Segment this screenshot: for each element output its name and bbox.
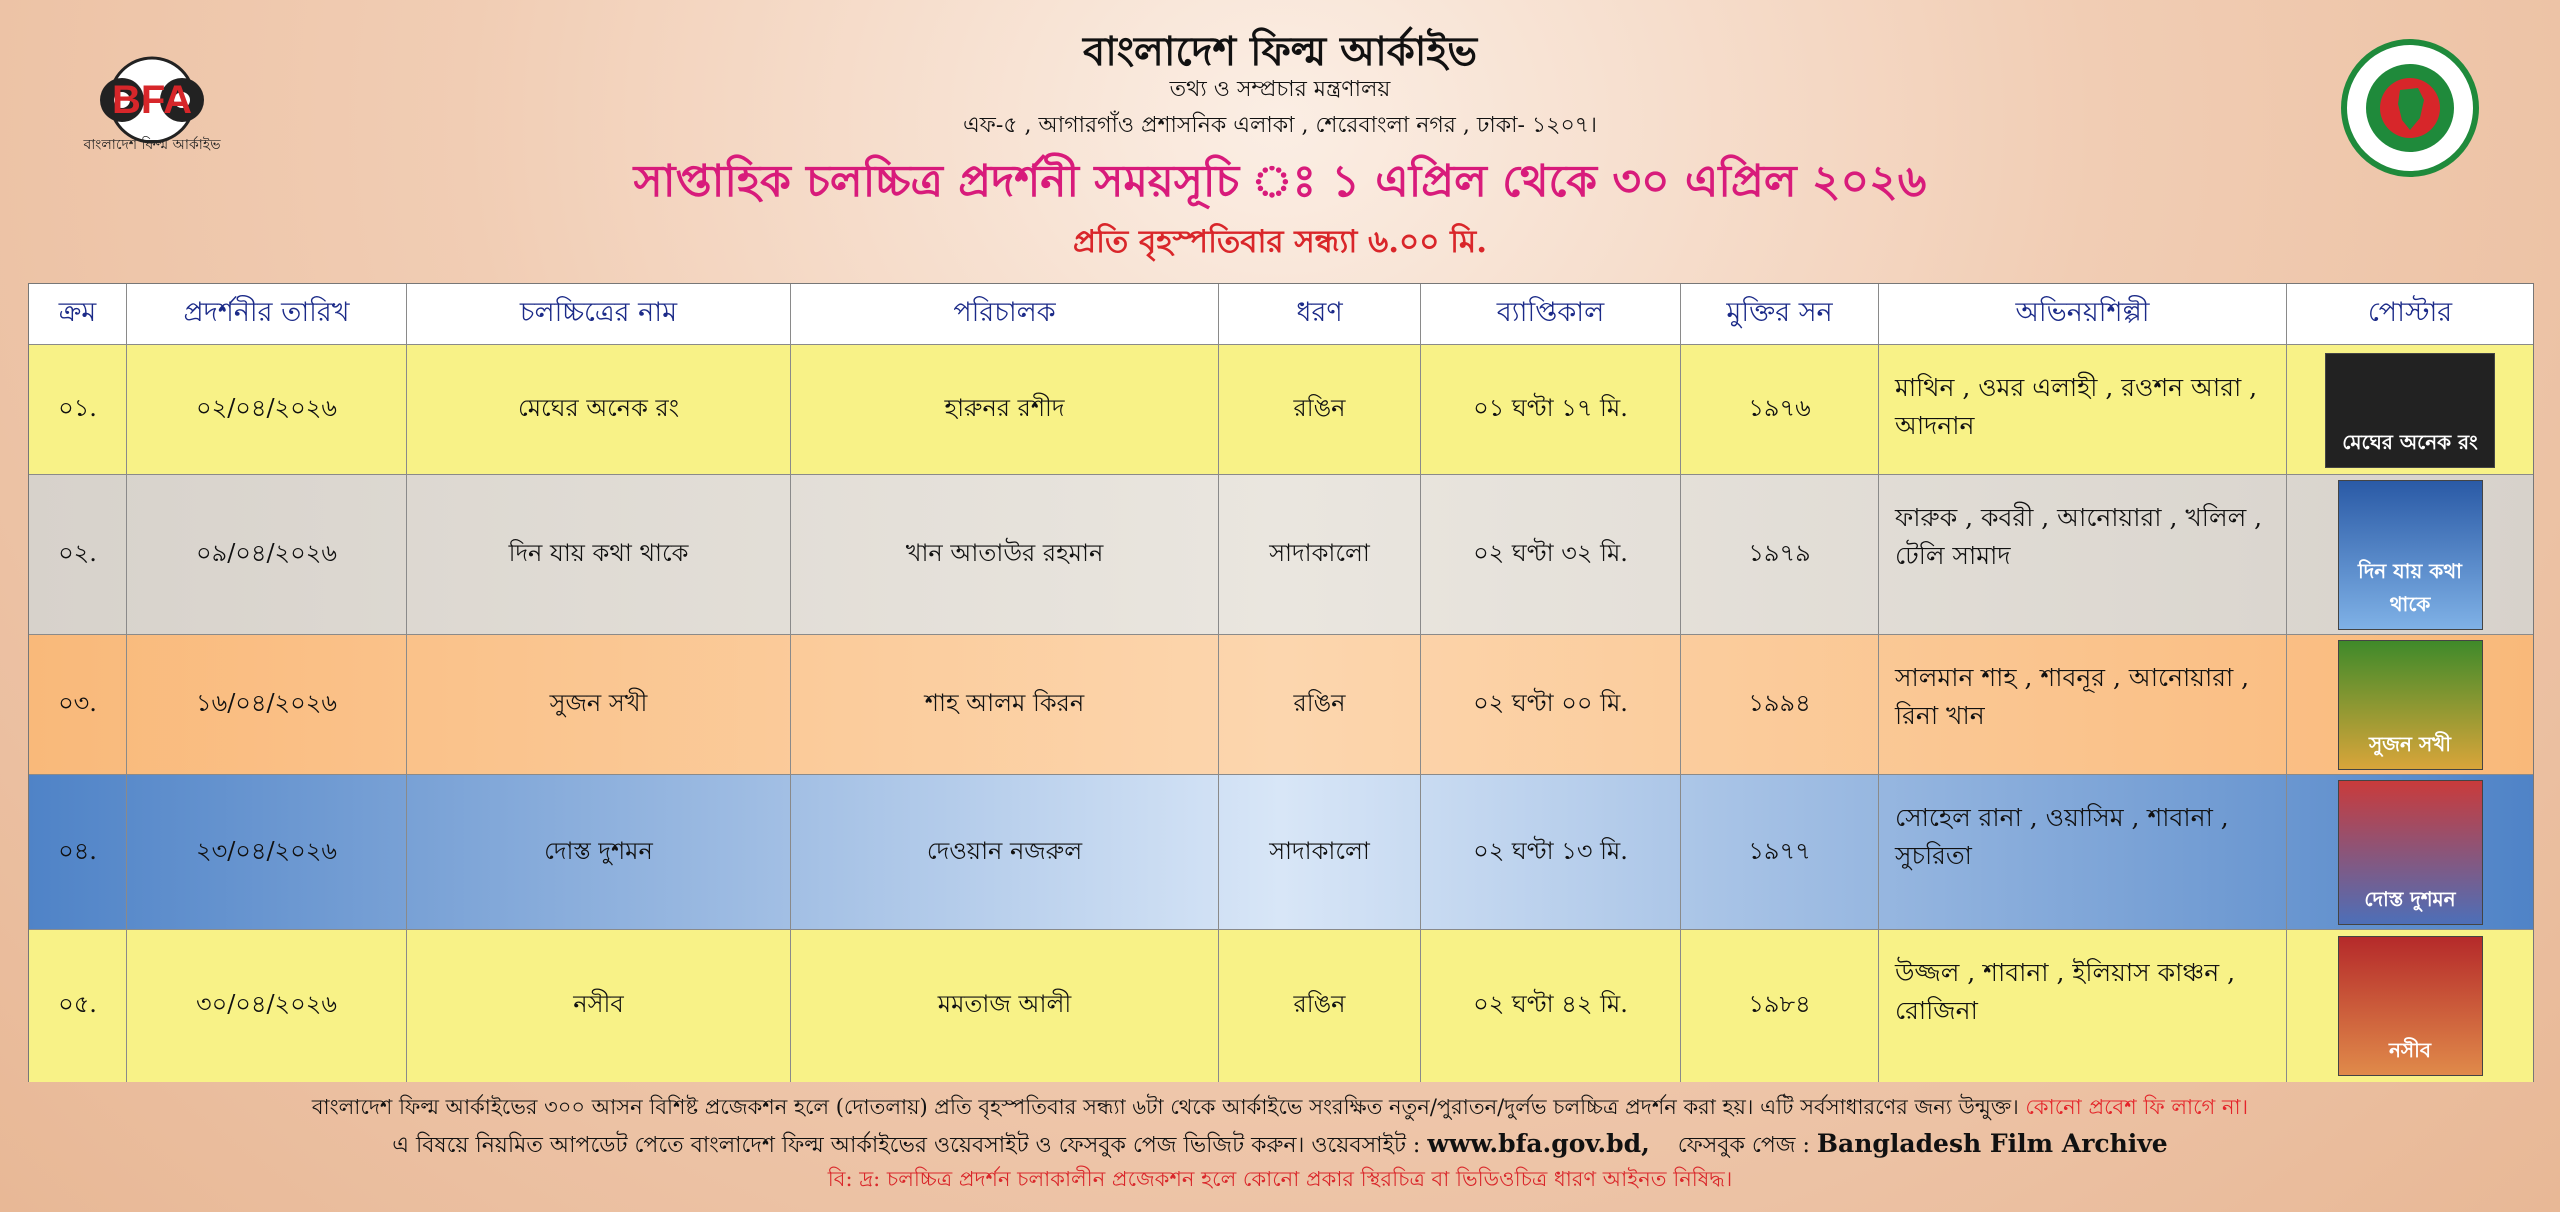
row-cast: মাথিন , ওমর এলাহী , রওশন আরা , আদনান bbox=[1879, 345, 2287, 475]
table-row bbox=[29, 344, 2533, 475]
row-director: হারুনর রশীদ bbox=[791, 345, 1219, 475]
row-date: ২৩/০৪/২০২৬ bbox=[127, 775, 407, 930]
ministry-name: তথ্য ও সম্প্রচার মন্ত্রণালয় bbox=[1169, 77, 1391, 102]
footer-info-text: বাংলাদেশ ফিল্ম আর্কাইভের ৩০০ আসন বিশিষ্ট প্রজেকশন হলে (দোতলায়) প্রতি বৃহস্পতিবার সন্ধ্যা ৬টা থেকে আর্কাইভে সংরক্ষিত নতুন/পুরাতন/দুর্লভ চলচ্চিত্র প্রদর্শন করা হয়। এটি সর্বসাধারণের জন্য উন্মুক্ত। bbox=[311, 1095, 2019, 1119]
row-date: ৩০/০৪/২০২৬ bbox=[127, 930, 407, 1082]
row-cast: সালমান শাহ , শাবনূর , আনোয়ারা , রিনা খান bbox=[1879, 635, 2287, 775]
table-row bbox=[29, 929, 2533, 1082]
free-entry-note: কোনো প্রবেশ ফি লাগে না। bbox=[2025, 1095, 2249, 1119]
row-duration: ০২ ঘণ্টা ৩২ মি. bbox=[1421, 475, 1681, 635]
row-director: মমতাজ আলী bbox=[791, 930, 1219, 1082]
row-serial: ০৪. bbox=[29, 775, 127, 930]
row-type: রঙিন bbox=[1219, 345, 1421, 475]
row-duration: ০২ ঘণ্টা ৪২ মি. bbox=[1421, 930, 1681, 1082]
address: এফ-৫ , আগারগাঁও প্রশাসনিক এলাকা , শেরেবাংলা নগর , ঢাকা- ১২০৭। bbox=[963, 113, 1597, 138]
row-film: দিন যায় কথা থাকে bbox=[407, 475, 791, 635]
table-row bbox=[29, 474, 2533, 635]
row-year: ১৯৯৪ bbox=[1681, 635, 1879, 775]
row-film: নসীব bbox=[407, 930, 791, 1082]
row-year: ১৯৭৯ bbox=[1681, 475, 1879, 635]
row-type: সাদাকালো bbox=[1219, 775, 1421, 930]
row-duration: ০১ ঘণ্টা ১৭ মি. bbox=[1421, 345, 1681, 475]
facebook-link[interactable]: Bangladesh Film Archive bbox=[1816, 1129, 2168, 1158]
table-row bbox=[29, 774, 2533, 930]
row-poster-cell bbox=[2287, 345, 2533, 475]
poster-image bbox=[2325, 353, 2495, 468]
row-poster-cell bbox=[2287, 930, 2533, 1082]
row-date: ০৯/০৪/২০২৬ bbox=[127, 475, 407, 635]
poster-title: দিন যায় কথা থাকে bbox=[2358, 559, 2462, 616]
row-type: রঙিন bbox=[1219, 930, 1421, 1082]
row-year: ১৯৭৭ bbox=[1681, 775, 1879, 930]
poster-title: দোস্ত দুশমন bbox=[2364, 887, 2456, 911]
row-cast: সোহেল রানা , ওয়াসিম , শাবানা , সুচরিতা bbox=[1879, 775, 2287, 930]
bfa-logo-caption: বাংলাদেশ ফিল্ম আর্কাইভ bbox=[83, 137, 221, 153]
row-poster-cell bbox=[2287, 775, 2533, 930]
row-film: মেঘের অনেক রং bbox=[407, 345, 791, 475]
header-duration: ব্যাপ্তিকাল bbox=[1421, 284, 1681, 344]
table-header bbox=[29, 284, 2533, 344]
row-date: ১৬/০৪/২০২৬ bbox=[127, 635, 407, 775]
row-film: সুজন সখী bbox=[407, 635, 791, 775]
header-director: পরিচালক bbox=[791, 284, 1219, 344]
header-date: প্রদর্শনীর তারিখ bbox=[127, 284, 407, 344]
table-row bbox=[29, 634, 2533, 775]
poster-image bbox=[2338, 780, 2483, 925]
poster-title: সুজন সখী bbox=[2368, 732, 2452, 756]
row-duration: ০২ ঘণ্টা ১৩ মি. bbox=[1421, 775, 1681, 930]
footer-links-line bbox=[0, 1128, 2560, 1165]
row-poster-cell bbox=[2287, 475, 2533, 635]
footer-links-text: এ বিষয়ে নিয়মিত আপডেট পেতে বাংলাদেশ ফিল্ম আর্কাইভের ওয়েবসাইট ও ফেসবুক পেজ ভিজিট করুন। ওয়েবসাইট : bbox=[392, 1133, 1421, 1158]
footer-info-line bbox=[0, 1091, 2560, 1126]
row-year: ১৯৮৪ bbox=[1681, 930, 1879, 1082]
header-film: চলচ্চিত্রের নাম bbox=[407, 284, 791, 344]
row-film: দোস্ত দুশমন bbox=[407, 775, 791, 930]
row-serial: ০১. bbox=[29, 345, 127, 475]
header-year: মুক্তির সন bbox=[1681, 284, 1879, 344]
facebook-label: ফেসবুক পেজ : bbox=[1677, 1133, 1810, 1158]
row-type: সাদাকালো bbox=[1219, 475, 1421, 635]
poster-title: নসীব bbox=[2388, 1038, 2431, 1062]
row-year: ১৯৭৬ bbox=[1681, 345, 1879, 475]
header-poster: পোস্টার bbox=[2367, 296, 2453, 328]
poster-image bbox=[2338, 480, 2483, 630]
row-director: খান আতাউর রহমান bbox=[791, 475, 1219, 635]
header bbox=[0, 0, 2560, 283]
row-type: রঙিন bbox=[1219, 635, 1421, 775]
row-cast: উজ্জল , শাবানা , ইলিয়াস কাঞ্চন , রোজিনা bbox=[1879, 930, 2287, 1082]
film-schedule-table bbox=[28, 283, 2534, 1082]
svg-text:BFA: BFA bbox=[112, 78, 192, 122]
header-cast: অভিনয়শিল্পী bbox=[1879, 284, 2287, 344]
row-director: শাহ আলম কিরন bbox=[791, 635, 1219, 775]
row-date: ০২/০৪/২০২৬ bbox=[127, 345, 407, 475]
poster-image bbox=[2338, 640, 2483, 770]
row-serial: ০৩. bbox=[29, 635, 127, 775]
government-seal-icon bbox=[2340, 38, 2480, 178]
row-serial: ০৫. bbox=[29, 930, 127, 1082]
row-serial: ০২. bbox=[29, 475, 127, 635]
footer-warning-note: বি: দ্র: চলচ্চিত্র প্রদর্শন চলাকালীন প্রজেকশন হলে কোনো প্রকার স্থিরচিত্র বা ভিডিওচিত্র ধারণ আইনত নিষিদ্ধ। bbox=[827, 1167, 1733, 1191]
row-cast: ফারুক , কবরী , আনোয়ারা , খলিল , টেলি সামাদ bbox=[1879, 475, 2287, 635]
schedule-title: সাপ্তাহিক চলচ্চিত্র প্রদর্শনী সময়সূচি ঃ ১ এপ্রিল থেকে ৩০ এপ্রিল ২০২৬ bbox=[633, 156, 1927, 207]
poster-title: মেঘের অনেক রং bbox=[2342, 429, 2478, 454]
row-poster-cell bbox=[2287, 635, 2533, 775]
row-director: দেওয়ান নজরুল bbox=[791, 775, 1219, 930]
header-type: ধরণ bbox=[1219, 284, 1421, 344]
show-time: প্রতি বৃহস্পতিবার সন্ধ্যা ৬.০০ মি. bbox=[1072, 224, 1488, 260]
page-title: বাংলাদেশ ফিল্ম আর্কাইভ bbox=[1082, 28, 1478, 75]
website-link[interactable]: www.bfa.gov.bd, bbox=[1427, 1129, 1650, 1158]
poster-image bbox=[2338, 936, 2483, 1076]
header-serial: ক্রম bbox=[29, 284, 127, 344]
row-duration: ০২ ঘণ্টা ০০ মি. bbox=[1421, 635, 1681, 775]
